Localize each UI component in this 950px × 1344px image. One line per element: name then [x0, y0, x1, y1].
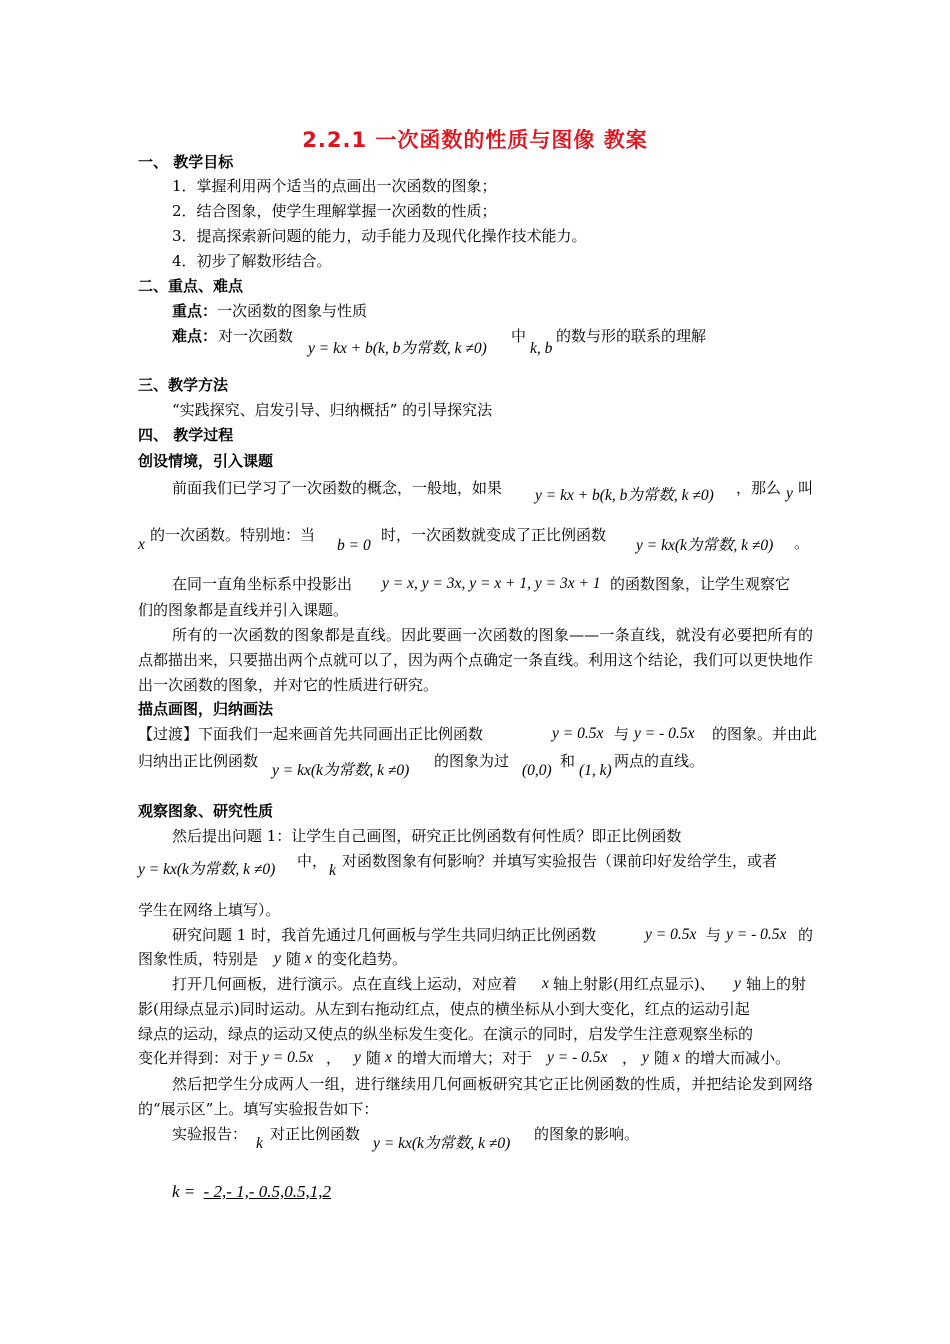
- section-heading-key-points: 二、重点、难点: [138, 277, 244, 295]
- math-formula: k: [329, 862, 336, 879]
- paragraph-text: 的变化趋势。: [317, 950, 408, 968]
- math-formula: (1, k): [579, 762, 612, 779]
- math-formula: k, b: [530, 340, 553, 357]
- objective-item: 1．掌握利用两个适当的点画出一次函数的图象；: [172, 177, 497, 195]
- difficulty-text: 的数与形的联系的理解: [556, 327, 707, 345]
- paragraph-text: 对函数图象有何影响？并填写实验报告（课前印好发给学生，或者: [342, 852, 778, 870]
- objective-item: 3．提高探索新问题的能力，动手能力及现代化操作技术能力。: [172, 227, 587, 245]
- math-formula: (0,0): [522, 762, 552, 779]
- math-formula: y: [642, 1049, 649, 1066]
- paragraph-text: ，那么: [736, 479, 782, 497]
- objective-item: 2．结合图象，使学生理解掌握一次函数的性质；: [172, 202, 497, 220]
- math-formula: y = kx(k为常数, k ≠0): [138, 861, 276, 878]
- math-formula: y = x, y = 3x, y = x + 1, y = 3x + 1: [382, 575, 601, 592]
- paragraph-text: 中，: [297, 852, 328, 870]
- math-formula: y = kx(k为常数, k ≠0): [373, 1135, 511, 1152]
- difficulty-label: 难点：: [172, 327, 218, 345]
- paragraph-text: 变化并得到：对于: [138, 1049, 259, 1067]
- paragraph-text: 随: [654, 1049, 670, 1067]
- section-heading-method: 三、教学方法: [138, 376, 229, 394]
- key-label: 重点：: [172, 302, 218, 320]
- paragraph-text: 的增大而减小。: [685, 1049, 791, 1067]
- paragraph-text: 随: [366, 1049, 382, 1067]
- math-formula: x: [138, 536, 145, 553]
- paragraph-text: 的一次函数。特别地：当: [150, 526, 316, 544]
- paragraph-text: 然后提出问题 1：让学生自己画图，研究正比例函数有何性质？即正比例函数: [172, 827, 682, 845]
- math-formula: y = kx(k为常数, k ≠0): [636, 537, 774, 554]
- math-formula: k: [256, 1135, 263, 1152]
- paragraph-text: 在同一直角坐标系中投影出: [172, 575, 353, 593]
- paragraph-text: 前面我们已学习了一次函数的概念，一般地，如果: [172, 479, 503, 497]
- paragraph-text: 图象性质，特别是: [138, 950, 259, 968]
- difficulty-text: 对一次函数: [218, 327, 294, 345]
- paragraph-text: 【过渡】下面我们一起来画首先共同画出正比例函数: [138, 725, 484, 743]
- paragraph-text: 和: [560, 752, 576, 770]
- method-text: “实践探究、启发引导、归纳概括” 的引导探究法: [172, 401, 493, 419]
- paragraph-text: ，: [622, 1049, 638, 1067]
- paragraph-text: 的增大而增大；对于: [397, 1049, 533, 1067]
- paragraph-text: 。: [794, 534, 810, 552]
- k-values-line: [172, 1181, 331, 1203]
- key-point-line: [172, 300, 367, 322]
- paragraph-text: 然后把学生分成两人一组，进行继续用几何画板研究其它正比例函数的性质，并把结论发到网络的“展示区”上。填写实验报告如下：: [138, 1075, 813, 1118]
- k-values: - 2,- 1,- 0.5,0.5,1,2: [203, 1182, 332, 1201]
- paragraph-text: 时，一次函数就变成了正比例函数: [381, 526, 607, 544]
- math-formula: y = 0.5x: [262, 1049, 314, 1066]
- math-formula: x: [673, 1049, 680, 1066]
- math-formula: y: [354, 1049, 361, 1066]
- paragraph-text: 影(用绿点显示)同时运动。从左到右拖动红点，使点的横坐标从小到大变化，红点的运动引起: [138, 1000, 750, 1018]
- math-formula: b = 0: [337, 537, 371, 554]
- paragraph-text: 打开几何画板，进行演示。点在直线上运动，对应着: [172, 975, 518, 993]
- difficulty-text: 中: [511, 327, 527, 345]
- paragraph-text: 的函数图象，让学生观察它: [610, 575, 791, 593]
- objective-item: 4．初步了解数形结合。: [172, 252, 332, 270]
- subheading: 描点画图，归纳画法: [138, 700, 274, 718]
- section-heading-process: 四、 教学过程: [138, 426, 234, 444]
- math-formula: y: [786, 485, 793, 502]
- paragraph-text: 轴上射影(用红点显示)、: [553, 975, 715, 993]
- paragraph-text: 所有的一次函数的图象都是直线。因此要画一次函数的图象——一条直线，就没有必要把所有的点都描出来，只要描出两个点就可以了，因为两个点确定一条直线。利用这个结论，我们可以更快地作出一次函数的图象，并对它的性质进行研究。: [138, 626, 814, 694]
- paragraph-text: 的图象。并由此: [712, 725, 818, 743]
- paragraph-text: 研究问题 1 时，我首先通过几何画板与学生共同归纳正比例函数: [172, 926, 597, 944]
- paragraph-text: 随: [286, 950, 302, 968]
- paragraph-text: 学生在网络上填写）。: [138, 901, 281, 919]
- paragraph-text: 的: [798, 926, 814, 944]
- paragraph-text: 们的图象都是直线并引入课题。: [138, 601, 349, 619]
- paragraph-text: 与: [614, 725, 630, 743]
- math-formula: y: [274, 950, 281, 967]
- paragraph-text: 的图象的影响。: [534, 1125, 640, 1143]
- math-formula: x: [385, 1049, 392, 1066]
- key-text: 一次函数的图象与性质: [217, 302, 368, 320]
- math-formula: y = kx + b(k, b为常数, k ≠0): [535, 487, 714, 504]
- section-heading-objectives: 一、 教学目标: [138, 153, 234, 171]
- paragraph-text: 叫: [798, 479, 814, 497]
- subheading: 观察图象、研究性质: [138, 802, 274, 820]
- math-formula: y = 0.5x: [552, 725, 604, 742]
- paragraph-text: 两点的直线。: [614, 752, 705, 770]
- math-formula: y = kx(k为常数, k ≠0): [272, 762, 410, 779]
- paragraph-text: ，: [326, 1049, 342, 1067]
- k-label: k =: [172, 1182, 200, 1201]
- paragraph-text: 与: [706, 926, 722, 944]
- math-formula: x: [542, 975, 549, 992]
- paragraph-text: 实验报告：: [172, 1125, 248, 1143]
- math-formula: y = - 0.5x: [634, 725, 695, 742]
- math-formula: y: [734, 975, 741, 992]
- math-formula: y = - 0.5x: [726, 926, 787, 943]
- paragraph-text: 的图象为过: [434, 752, 510, 770]
- paragraph-text: 对正比例函数: [270, 1125, 361, 1143]
- subheading: 创设情境，引入课题: [138, 452, 274, 470]
- paragraph-text: 绿点的运动，绿点的运动又使点的纵坐标发生变化。在演示的同时，启发学生注意观察坐标的: [138, 1025, 754, 1043]
- math-formula: x: [305, 950, 312, 967]
- math-formula: y = 0.5x: [645, 926, 697, 943]
- math-formula: y = kx + b(k, b为常数, k ≠0): [308, 340, 487, 357]
- paragraph-text: 归纳出正比例函数: [138, 752, 259, 770]
- math-formula: y = - 0.5x: [547, 1049, 608, 1066]
- paragraph-text: 轴上的射: [746, 975, 807, 993]
- page-title: 2.2.1 一次函数的性质与图像 教案: [302, 128, 648, 152]
